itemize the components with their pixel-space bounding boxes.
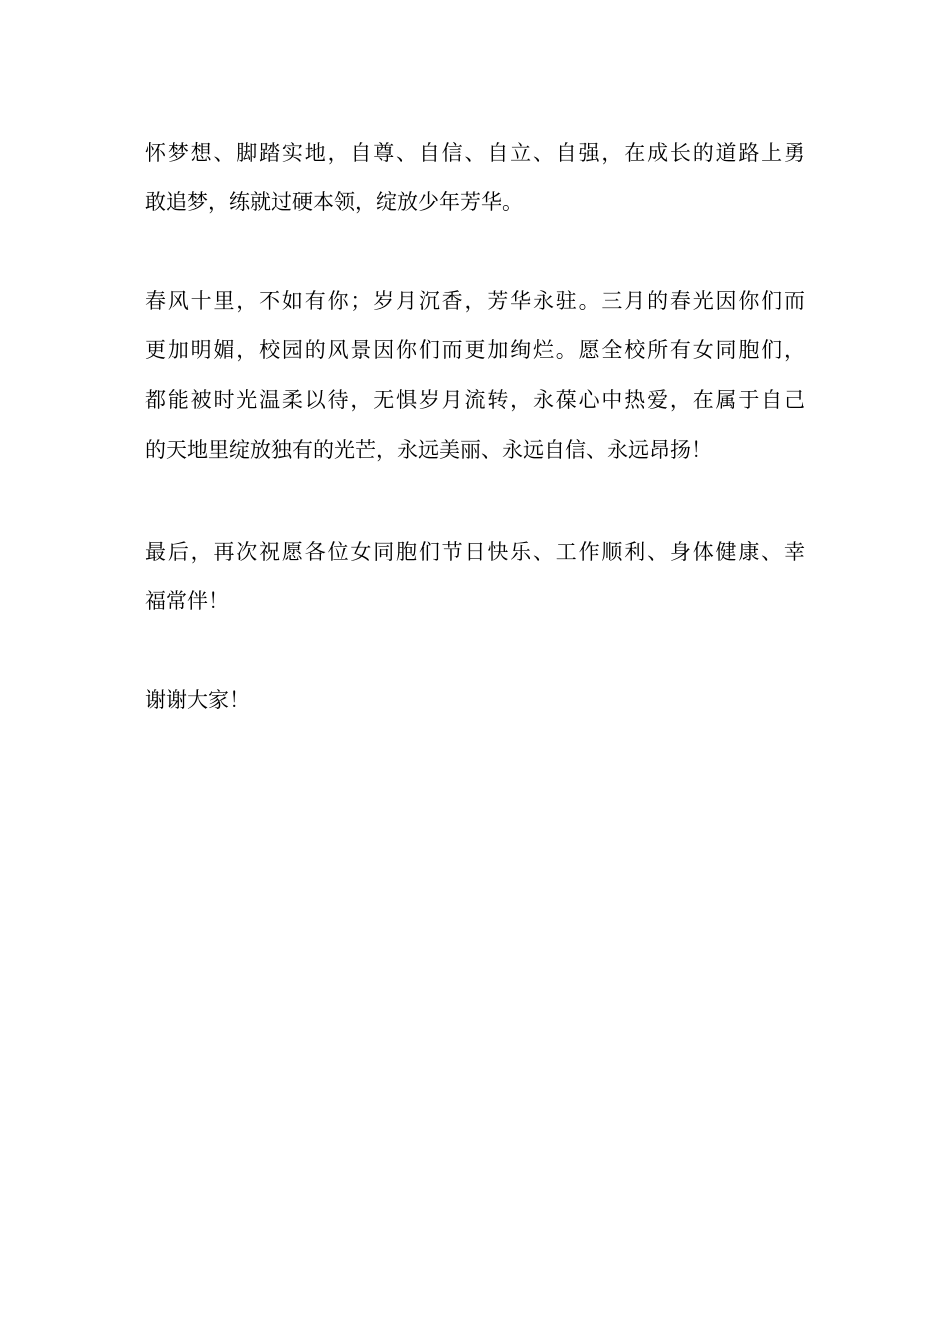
paragraph-line: 敢追梦，练就过硬本领，绽放少年芳华。: [145, 190, 523, 214]
paragraph-line: 怀梦想、脚踏实地，自尊、自信、自立、自强，在成长的道路上勇: [145, 141, 805, 165]
paragraph-line: 福常伴！: [145, 589, 229, 613]
paragraph-line: 最后，再次祝愿各位女同胞们节日快乐、工作顺利、身体健康、幸: [145, 540, 805, 564]
closing-line: 谢谢大家！: [145, 688, 250, 712]
paragraph-line: 的天地里绽放独有的光芒，永远美丽、永远自信、永远昂扬！: [145, 438, 712, 462]
paragraph-line: 都能被时光温柔以待，无惧岁月流转，永葆心中热爱，在属于自己: [145, 388, 805, 412]
paragraph-line: 春风十里，不如有你；岁月沉香，芳华永驻。三月的春光因你们而: [145, 289, 805, 313]
paragraph-line: 更加明媚，校园的风景因你们而更加绚烂。愿全校所有女同胞们，: [145, 338, 805, 362]
